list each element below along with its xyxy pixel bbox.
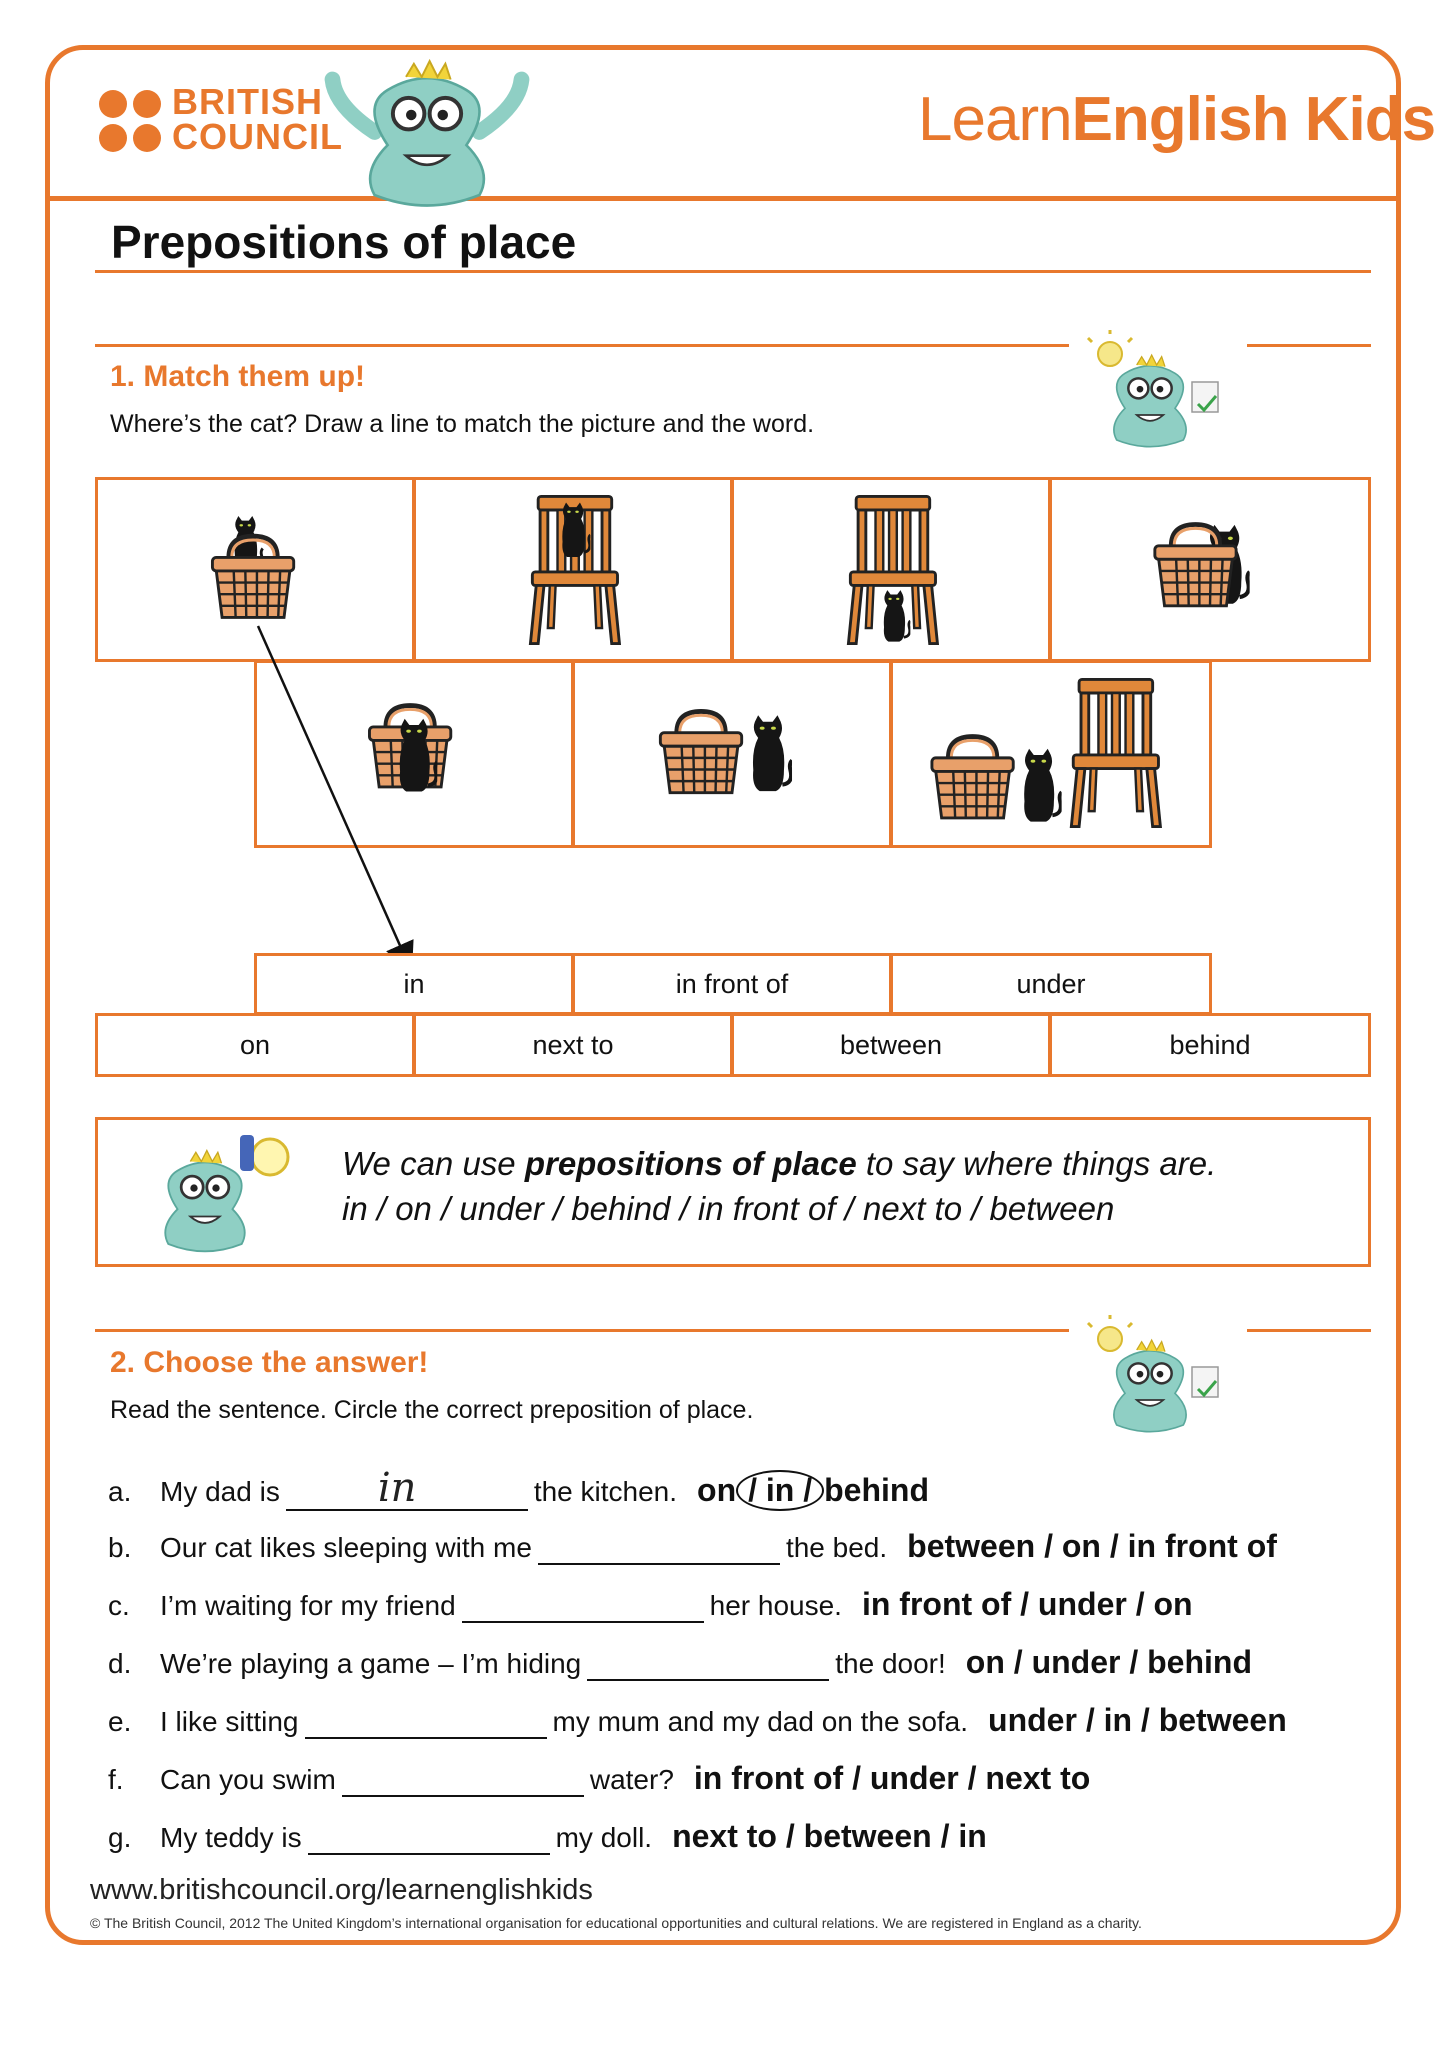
cat-between-illustration bbox=[893, 663, 1209, 845]
question-text-after: the bed. bbox=[785, 1532, 888, 1563]
option-sep-1: / bbox=[748, 1472, 766, 1508]
option-2[interactable]: under bbox=[869, 1760, 959, 1796]
answer-blank[interactable] bbox=[286, 1465, 528, 1511]
answer-options bbox=[907, 1528, 1277, 1564]
monster-idea-icon bbox=[1080, 330, 1230, 455]
option-3[interactable]: in bbox=[958, 1818, 987, 1854]
header-divider bbox=[48, 196, 1398, 201]
question-text-before: We’re playing a game – I’m hiding bbox=[160, 1648, 582, 1679]
tip-line-1-bold: prepositions of place bbox=[524, 1145, 857, 1182]
word-next-to[interactable]: next to bbox=[413, 1013, 733, 1077]
option-sep-2: / bbox=[931, 1818, 959, 1854]
question-text-after: her house. bbox=[709, 1590, 842, 1621]
british-council-wordmark bbox=[172, 81, 343, 157]
answer-options bbox=[672, 1818, 987, 1854]
option-sep-1: / bbox=[1004, 1644, 1032, 1680]
question-c bbox=[108, 1586, 1193, 1623]
question-letter: d. bbox=[108, 1648, 132, 1679]
handwritten-answer: in bbox=[377, 1465, 417, 1511]
brand-bold: English bbox=[1071, 85, 1289, 154]
question-text-before: I’m waiting for my friend bbox=[160, 1590, 456, 1621]
question-text-before: Can you swim bbox=[160, 1764, 336, 1795]
cat-on-chair-illustration bbox=[416, 480, 730, 659]
option-2: in bbox=[765, 1472, 795, 1508]
question-letter: e. bbox=[108, 1706, 132, 1737]
monster-idea-icon-2 bbox=[1080, 1315, 1230, 1440]
question-text-after: my mum and my dad on the sofa. bbox=[552, 1706, 969, 1737]
answer-options bbox=[694, 1760, 1090, 1796]
question-b bbox=[108, 1528, 1277, 1565]
answer-blank[interactable] bbox=[538, 1533, 780, 1565]
word-behind[interactable]: behind bbox=[1049, 1013, 1371, 1077]
section1-title: 1. Match them up! bbox=[110, 360, 366, 393]
question-text-before: Our cat likes sleeping with me bbox=[160, 1532, 532, 1563]
option-3[interactable]: behind bbox=[824, 1472, 929, 1508]
option-2[interactable]: on bbox=[1061, 1528, 1101, 1564]
cat-in-basket-illustration bbox=[98, 480, 412, 659]
monster-magnifier-icon bbox=[140, 1125, 315, 1260]
option-3[interactable]: between bbox=[1158, 1702, 1287, 1738]
word-in[interactable]: in bbox=[254, 953, 574, 1015]
option-1[interactable]: on bbox=[697, 1472, 737, 1508]
option-2[interactable]: under bbox=[1031, 1644, 1121, 1680]
question-g bbox=[108, 1818, 987, 1855]
word-under[interactable]: under bbox=[890, 953, 1212, 1015]
question-text-before: I like sitting bbox=[160, 1706, 299, 1737]
picture-cat-next-to-basket[interactable] bbox=[572, 660, 892, 848]
option-sep-1: / bbox=[1076, 1702, 1104, 1738]
cat-under-chair-illustration bbox=[734, 480, 1048, 659]
title-underline bbox=[95, 270, 1371, 273]
option-sep-2: / bbox=[1100, 1528, 1128, 1564]
learnenglish-kids-logo bbox=[918, 84, 1435, 155]
question-f bbox=[108, 1760, 1090, 1797]
option-sep-1: / bbox=[1035, 1528, 1062, 1564]
option-sep-1: / bbox=[1011, 1586, 1038, 1622]
answer-blank[interactable] bbox=[342, 1765, 584, 1797]
page-title: Prepositions of place bbox=[111, 216, 577, 268]
question-text-after: the door! bbox=[835, 1648, 946, 1679]
option-2[interactable]: between bbox=[803, 1818, 932, 1854]
option-sep-1: / bbox=[843, 1760, 870, 1796]
question-letter: a. bbox=[108, 1476, 132, 1507]
question-letter: b. bbox=[108, 1532, 132, 1563]
question-text-after: the kitchen. bbox=[533, 1476, 678, 1507]
picture-cat-in-basket[interactable] bbox=[95, 477, 415, 662]
section1-instruction: Where’s the cat? Draw a line to match the picture and the word. bbox=[110, 410, 815, 438]
section2-instruction: Read the sentence. Circle the correct preposition of place. bbox=[110, 1396, 754, 1424]
answer-blank[interactable] bbox=[305, 1707, 547, 1739]
option-sep-2: / bbox=[1120, 1644, 1148, 1680]
logo-line-2: COUNCIL bbox=[172, 116, 343, 157]
option-sep-2: / bbox=[1126, 1586, 1154, 1622]
picture-cat-on-chair[interactable] bbox=[413, 477, 733, 662]
brand-light: Learn bbox=[918, 85, 1072, 154]
question-letter: g. bbox=[108, 1822, 132, 1853]
option-1[interactable]: next to bbox=[672, 1818, 777, 1854]
question-a bbox=[108, 1465, 929, 1511]
question-letter: f. bbox=[108, 1764, 124, 1795]
cat-behind-basket-illustration bbox=[1052, 480, 1368, 659]
tip-line-1-end: to say where things are. bbox=[856, 1145, 1217, 1182]
option-3[interactable]: next to bbox=[985, 1760, 1091, 1796]
answer-options bbox=[862, 1586, 1193, 1622]
option-3[interactable]: behind bbox=[1147, 1644, 1252, 1680]
section2-rule-left bbox=[95, 1329, 1069, 1332]
option-1[interactable]: in front of bbox=[693, 1760, 844, 1796]
footer-url[interactable]: www.britishcouncil.org/learnenglishkids bbox=[90, 1874, 593, 1906]
question-d bbox=[108, 1644, 1252, 1681]
section1-rule-left bbox=[95, 344, 1069, 347]
answer-blank[interactable] bbox=[587, 1649, 829, 1681]
answer-options bbox=[988, 1702, 1287, 1738]
question-text-after: water? bbox=[589, 1764, 674, 1795]
question-text-before: My dad is bbox=[160, 1476, 280, 1507]
picture-cat-between-basket-and-chair[interactable] bbox=[890, 660, 1212, 848]
tip-line-2: in / on / under / behind / in front of / next to / between bbox=[342, 1190, 1115, 1227]
word-on[interactable]: on bbox=[95, 1013, 415, 1077]
option-1[interactable]: between bbox=[907, 1528, 1036, 1564]
option-2-circled[interactable] bbox=[736, 1470, 824, 1511]
answer-options bbox=[966, 1644, 1252, 1680]
tip-line-1-start: We can use bbox=[342, 1145, 525, 1182]
option-2[interactable]: in bbox=[1103, 1702, 1133, 1738]
monster-mascot-icon bbox=[322, 52, 532, 212]
option-sep-2: / bbox=[1132, 1702, 1159, 1738]
brand-tail: Kids bbox=[1288, 85, 1436, 154]
option-sep-1: / bbox=[776, 1818, 804, 1854]
option-sep-2: / bbox=[794, 1472, 813, 1508]
question-text-before: My teddy is bbox=[160, 1822, 302, 1853]
option-2[interactable]: under bbox=[1037, 1586, 1127, 1622]
section1-rule-right bbox=[1247, 344, 1371, 347]
picture-cat-under-chair[interactable] bbox=[731, 477, 1051, 662]
option-3[interactable]: in front of bbox=[1127, 1528, 1277, 1564]
section2-rule-right bbox=[1247, 1329, 1371, 1332]
picture-cat-in-front-of-basket[interactable] bbox=[254, 660, 574, 848]
british-council-logo-icon bbox=[97, 88, 165, 156]
option-1[interactable]: on bbox=[965, 1644, 1005, 1680]
word-between[interactable]: between bbox=[731, 1013, 1051, 1077]
section2-title: 2. Choose the answer! bbox=[110, 1346, 429, 1379]
answer-options bbox=[697, 1472, 929, 1508]
question-e bbox=[108, 1702, 1287, 1739]
answer-blank[interactable] bbox=[308, 1823, 550, 1855]
question-letter: c. bbox=[108, 1590, 130, 1621]
question-text-after: my doll. bbox=[555, 1822, 653, 1853]
logo-line-1: BRITISH bbox=[172, 81, 323, 122]
picture-cat-behind-basket[interactable] bbox=[1049, 477, 1371, 662]
word-in-front-of[interactable]: in front of bbox=[572, 953, 892, 1015]
cat-next-to-basket-illustration bbox=[575, 663, 889, 845]
option-1[interactable]: in front of bbox=[861, 1586, 1012, 1622]
footer-copyright: © The British Council, 2012 The United Kingdom’s international organisation for educational opportunities and cultural relations. We are registered in England as a charity. bbox=[90, 1915, 1142, 1931]
tip-line-1 bbox=[342, 1145, 1216, 1183]
option-sep-2: / bbox=[958, 1760, 986, 1796]
answer-blank[interactable] bbox=[462, 1591, 704, 1623]
option-3[interactable]: on bbox=[1153, 1586, 1193, 1622]
option-1[interactable]: under bbox=[988, 1702, 1077, 1738]
cat-in-front-of-basket-illustration bbox=[257, 663, 571, 845]
